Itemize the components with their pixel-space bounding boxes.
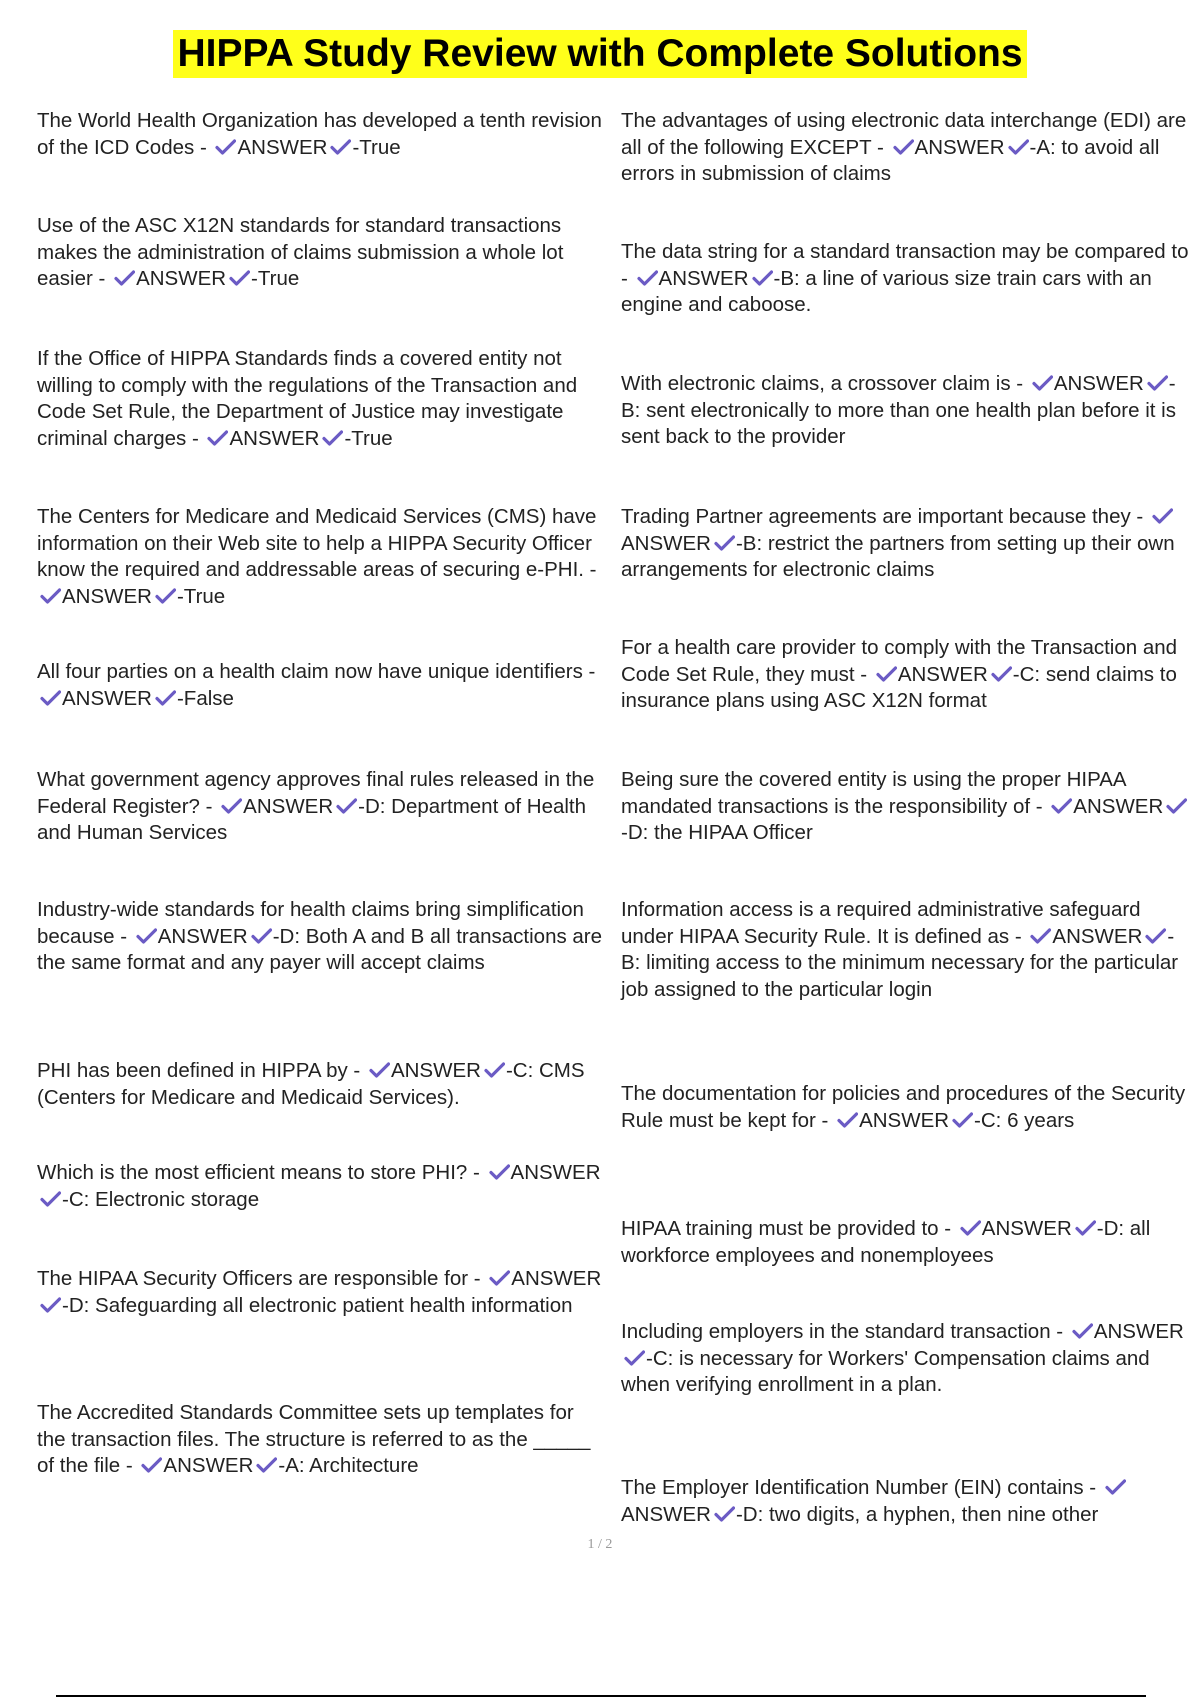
- answer-text: -B: a line of various size train cars with an engine and caboose.: [621, 266, 1152, 316]
- check-icon: [256, 1457, 277, 1473]
- answer-label: ANSWER: [981, 1217, 1072, 1240]
- check-icon: [1072, 1323, 1093, 1339]
- check-icon: [215, 139, 236, 155]
- question-text: The Centers for Medicare and Medicaid Services (CMS) have information on their Web site to help a HIPPA Security Officer know the required and addressable areas of securing e-PHI. -: [37, 505, 597, 581]
- check-icon: [893, 139, 914, 155]
- question-text: Trading Partner agreements are important because they -: [621, 505, 1149, 528]
- qa-item: [621, 635, 1193, 715]
- check-icon: [1105, 1479, 1126, 1495]
- page-indicator: 1 / 2: [587, 1537, 613, 1552]
- answer-label: ANSWER: [621, 1502, 711, 1526]
- check-icon: [952, 1112, 973, 1128]
- answer-text: -C: 6 years: [974, 1108, 1075, 1132]
- check-icon: [1030, 928, 1051, 944]
- check-icon: [1147, 375, 1168, 391]
- question-text: The World Health Organization has developed a tenth revision of the ICD Codes -: [37, 109, 602, 159]
- qa-item: [621, 1216, 1193, 1269]
- check-icon: [322, 430, 343, 446]
- check-icon: [1145, 928, 1166, 944]
- check-icon: [40, 1297, 61, 1313]
- answer-label: ANSWER: [229, 426, 320, 450]
- answer-text: -A: to avoid all errors in submission of claims: [621, 135, 1160, 185]
- document-title: HIPPA Study Review with Complete Solutions: [173, 30, 1026, 78]
- answer-text: -C: CMS (Centers for Medicare and Medicaid Services).: [37, 1059, 585, 1109]
- question-text: The data string for a standard transaction may be compared to -: [621, 240, 1189, 290]
- check-icon: [155, 690, 176, 706]
- check-icon: [330, 139, 351, 155]
- answer-text: -C: send claims to insurance plans using ASC X12N format: [621, 662, 1177, 712]
- qa-item: [37, 108, 607, 161]
- check-icon: [1051, 798, 1072, 814]
- answer-label: ANSWER: [163, 1454, 254, 1477]
- question-text: The Employer Identification Number (EIN) contains -: [621, 1476, 1102, 1499]
- qa-item: [621, 239, 1193, 319]
- check-icon: [991, 666, 1012, 682]
- question-text: Industry-wide standards for health claims bring simplification because -: [37, 898, 584, 948]
- check-icon: [876, 666, 897, 682]
- question-text: With electronic claims, a crossover claim is -: [621, 372, 1029, 395]
- answer-label: ANSWER: [897, 662, 988, 686]
- check-icon: [1075, 1220, 1096, 1236]
- answer-text: -D: two digits, a hyphen, then nine other: [735, 1502, 1099, 1526]
- question-text: PHI has been defined in HIPPA by -: [37, 1059, 366, 1082]
- check-icon: [207, 430, 228, 446]
- answer-label: ANSWER: [658, 266, 749, 290]
- qa-item: [621, 1319, 1193, 1399]
- qa-item: [621, 371, 1193, 451]
- answer-text: -True: [176, 584, 226, 608]
- qa-item: [37, 504, 607, 610]
- check-icon: [369, 1062, 390, 1078]
- check-icon: [489, 1164, 510, 1180]
- answer-label: ANSWER: [510, 1161, 601, 1184]
- question-text: Information access is a required administrative safeguard under HIPAA Security Rule. It is defined as -: [621, 898, 1141, 948]
- qa-item: [621, 1081, 1193, 1134]
- check-icon: [1166, 798, 1187, 814]
- check-icon: [40, 1191, 61, 1207]
- answer-label: ANSWER: [511, 1267, 602, 1290]
- question-text: All four parties on a health claim now have unique identifiers -: [37, 660, 596, 683]
- answer-label: ANSWER: [914, 135, 1005, 159]
- qa-item: [37, 897, 607, 977]
- qa-item: [37, 1400, 607, 1480]
- answer-text: -B: limiting access to the minimum necessary for the particular job assigned to the particular login: [621, 924, 1179, 1001]
- qa-item: [37, 659, 607, 712]
- answer-text: -A: Architecture: [278, 1454, 419, 1477]
- answer-label: ANSWER: [1073, 794, 1164, 818]
- answer-label: ANSWER: [1052, 924, 1143, 948]
- answer-text: -False: [176, 686, 234, 710]
- question-text: Which is the most efficient means to store PHI? -: [37, 1161, 486, 1184]
- check-icon: [114, 270, 135, 286]
- check-icon: [489, 1270, 510, 1286]
- answer-label: ANSWER: [62, 686, 152, 710]
- qa-item: [621, 1475, 1193, 1528]
- check-icon: [40, 588, 61, 604]
- question-text: For a health care provider to comply with the Transaction and Code Set Rule, they must -: [621, 636, 1178, 686]
- question-text: What government agency approves final rules released in the Federal Register? -: [37, 768, 595, 818]
- answer-label: ANSWER: [1093, 1320, 1184, 1343]
- answer-text: -True: [251, 267, 300, 290]
- answer-text: -D: the HIPAA Officer: [621, 821, 813, 844]
- check-icon: [251, 928, 272, 944]
- answer-label: ANSWER: [1053, 372, 1144, 395]
- check-icon: [752, 270, 773, 286]
- qa-item: [37, 213, 607, 293]
- answer-label: ANSWER: [859, 1108, 950, 1132]
- answer-text: -B: restrict the partners from setting up their own arrangements for electronic claims: [621, 531, 1175, 581]
- answer-text: -C: Electronic storage: [62, 1187, 260, 1211]
- answer-text: -True: [344, 426, 393, 450]
- qa-item: [621, 108, 1193, 188]
- answer-label: ANSWER: [157, 924, 248, 948]
- check-icon: [837, 1112, 858, 1128]
- question-text: The Accredited Standards Committee sets up templates for the transaction files. The structure is referred to as the _____ of the file -: [37, 1401, 591, 1477]
- answer-label: ANSWER: [136, 267, 227, 290]
- answer-text: -True: [352, 135, 401, 159]
- question-text: If the Office of HIPPA Standards finds a covered entity not willing to comply with the regulations of the Transaction and Code Set Rule, the Department of Justice may investigate criminal charges -: [37, 347, 578, 450]
- question-text: Including employers in the standard transaction -: [621, 1320, 1069, 1343]
- check-icon: [960, 1220, 981, 1236]
- check-icon: [1152, 508, 1173, 524]
- qa-item: [37, 1266, 607, 1319]
- check-icon: [229, 270, 250, 286]
- qa-item: [37, 1160, 607, 1213]
- check-icon: [714, 1506, 735, 1522]
- question-text: The HIPAA Security Officers are responsible for -: [37, 1267, 487, 1290]
- question-text: HIPAA training must be provided to -: [621, 1217, 957, 1240]
- answer-text: -D: Safeguarding all electronic patient health information: [62, 1293, 573, 1317]
- question-text: The documentation for policies and procedures of the Security Rule must be kept for -: [621, 1082, 1186, 1132]
- answer-text: -D: Both A and B all transactions are the same format and any payer will accept claims: [37, 924, 603, 974]
- check-icon: [1032, 375, 1053, 391]
- check-icon: [624, 1350, 645, 1366]
- check-icon: [221, 798, 242, 814]
- qa-item: [37, 346, 607, 452]
- qa-item: [621, 504, 1193, 584]
- check-icon: [40, 690, 61, 706]
- answer-label: ANSWER: [237, 135, 328, 159]
- check-icon: [1008, 139, 1029, 155]
- qa-item: [621, 897, 1193, 1003]
- qa-item: [37, 767, 607, 847]
- title-wrap: [0, 30, 1200, 78]
- question-text: Being sure the covered entity is using the proper HIPAA mandated transactions is the responsibility of -: [621, 768, 1126, 818]
- answer-label: ANSWER: [621, 531, 711, 555]
- check-icon: [136, 928, 157, 944]
- check-icon: [484, 1062, 505, 1078]
- answer-label: ANSWER: [390, 1059, 481, 1082]
- check-icon: [336, 798, 357, 814]
- question-text: The advantages of using electronic data interchange (EDI) are all of the following EXCEPT -: [621, 109, 1187, 159]
- answer-text: -C: is necessary for Workers' Compensation claims and when verifying enrollment in a plan.: [621, 1346, 1150, 1396]
- question-text: Use of the ASC X12N standards for standard transactions makes the administration of claims submission a whole lot easier -: [37, 214, 564, 290]
- check-icon: [155, 588, 176, 604]
- qa-item: [621, 767, 1193, 847]
- answer-text: -B: sent electronically to more than one health plan before it is sent back to the provider: [621, 372, 1176, 448]
- check-icon: [637, 270, 658, 286]
- qa-item: [37, 1058, 607, 1111]
- check-icon: [714, 535, 735, 551]
- footer-rule: [56, 1695, 1146, 1697]
- answer-label: ANSWER: [243, 794, 334, 818]
- answer-text: -D: all workforce employees and nonemployees: [621, 1217, 1151, 1267]
- answer-label: ANSWER: [62, 584, 152, 608]
- answer-text: -D: Department of Health and Human Services: [37, 794, 587, 844]
- check-icon: [141, 1457, 162, 1473]
